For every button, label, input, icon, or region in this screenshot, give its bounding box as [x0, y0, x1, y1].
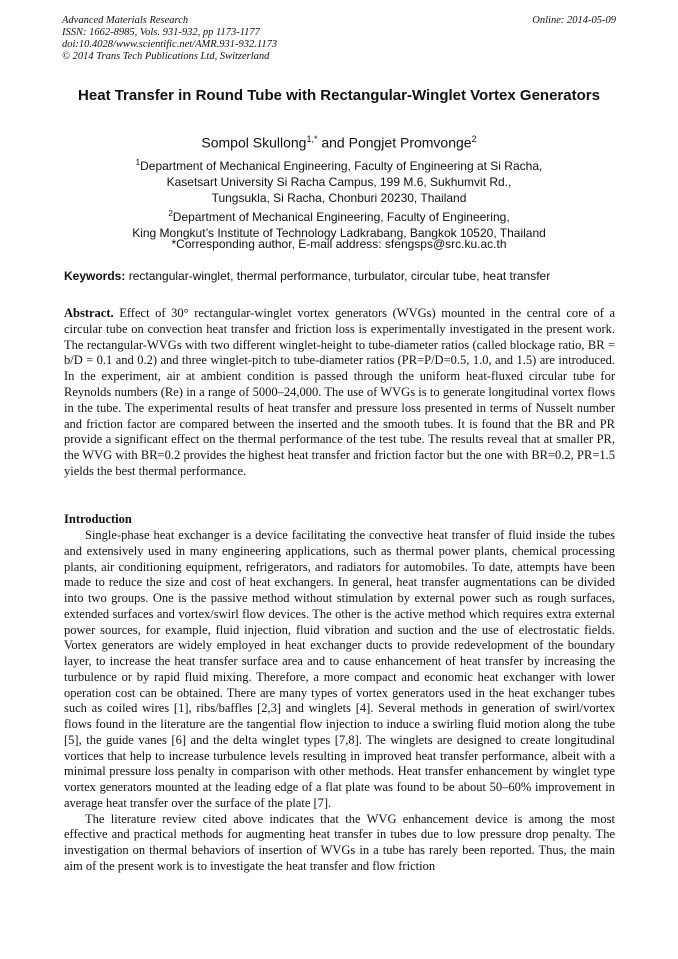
keywords-text: rectangular-winglet, thermal performance, turbulator, circular tube, heat transfer	[125, 269, 551, 283]
affiliation-line: Tungsukla, Si Racha, Chonburi 20230, Thailand	[211, 191, 467, 205]
paragraph: Single-phase heat exchanger is a device facilitating the convective heat transfer of fluid inside the tubes and extensively used in many engineering applications, such as thermal power plants, chemical processing plants, air conditioning equipment, refrigerators, and radiators for automobiles. To date, attempts have been made to reduce the size and cost of heat exchangers. In general, heat transfer augmentations can be divided into two groups. One is the passive method without stimulation by external power such as rough surfaces, extended surfaces and vortex/swirl flow devices. The other is the active method which requires extra external power sources, for example, fluid injection, fluid vibration and suction and the use of electrostatic fields. Vortex generators are widely employed in heat exchanger ducts to provide redevelopment of the boundary layer, to increase the heat transfer surface area and to cause enhancement of heat transfer by increasing the turbulence or by rapid fluid mixing. Therefore, a more compact and economic heat exchanger with lower operation cost can be obtained. There are many types of vortex generators used in the heat exchanger tubes such as coiled wires [1], ribs/baffles [2,3] and winglets [4]. Several methods in generation of swirl/vortex flows found in the literature are the tangential flow injection to induce a swirling fluid motion along the tube [5], the guide vanes [6] and the delta winglet types [7,8]. The winglets are designed to create longitudinal vortices that help to increase turbulence levels resulting in improved heat transfer performance, albeit with a minimal pressure loss penalty in comparison with other methods. Heat transfer enhancement by winglet type vortex generators mounted at the leading edge of a flat plate was found to be about 50–60% improvement in average heat transfer over the surface of the plate [7].	[64, 528, 615, 810]
issn-line: ISSN: 1662-8985, Vols. 931-932, pp 1173-1177	[62, 27, 260, 38]
author-affiliation-mark: 2	[471, 134, 477, 144]
author-affiliation-mark: 1,*	[306, 134, 318, 144]
section-heading: Introduction	[64, 512, 132, 526]
introduction-body	[64, 528, 615, 875]
affiliation-line: King Mongkut’s Institute of Technology Ladkrabang, Bangkok 10520, Thailand	[132, 226, 546, 240]
journal-header	[62, 15, 616, 63]
copyright-line: © 2014 Trans Tech Publications Ltd, Switzerland	[62, 51, 270, 62]
doi-line: doi:10.4028/www.scientific.net/AMR.931-932.1173	[62, 39, 278, 50]
keywords-label: Keywords:	[64, 269, 126, 283]
affiliations	[60, 155, 618, 241]
corresponding-author: *Corresponding author, E-mail address: sfengsps@src.ku.ac.th	[171, 237, 507, 251]
online-date: Online: 2014-05-09	[532, 15, 616, 26]
author-list	[60, 130, 618, 152]
affiliation-mark: 1	[135, 158, 141, 167]
affiliation-line: Kasetsart University Si Racha Campus, 199 M.6, Sukhumvit Rd.,	[166, 175, 512, 189]
paragraph: The literature review cited above indicates that the WVG enhancement device is among the most effective and practical methods for augmenting heat transfer in tubes due to low pressure drop penalty. The investigation on thermal behaviors of insertion of WVGs in a tube has rarely been reported. Thus, the main aim of the present work is to investigate the heat transfer and flow friction	[64, 811, 615, 873]
affiliation-mark: 2	[168, 209, 173, 218]
author-name: Sompol Skullong	[201, 134, 307, 151]
affiliation-line: $^1$Department of Mechanical Engineering, Faculty of Engineering at Si Racha,	[135, 158, 543, 173]
abstract-text: Effect of 30° rectangular-winglet vortex generators (WVGs) mounted in the central core of a circular tube on convection heat transfer and friction loss is experimentally investigated in the present work. The rectangular-WVGs with two different winglet-height to tube-diameter ratios (called blockage ratio, BR = b/D = 0.1 and 0.2) and three winglet-pitch to tube-diameter ratios (PR=P/D=0.5, 1.0, and 1.5) are introduced. In the experiment, air at ambient condition is passed through the uniform heat-fluxed circular tube for Reynolds numbers (Re) in a range of 5000–24,000. The use of WVGs is to generate longitudinal vortex flows in the tube. The experimental results of heat transfer and pressure loss presented in terms of Nusselt number and friction factor are compared between the inserted and the smooth tubes. It is found that the BR and PR provide a significant effect on the thermal performance of the test tube. The results reveal that at smaller PR, the WVG with BR=0.2 provides the highest heat transfer and friction factor but the one with BR=0.2, PR=1.5 yields the best thermal performance.	[64, 306, 615, 478]
affiliation-line: $^2$Department of Mechanical Engineering, Faculty of Engineering,	[168, 209, 510, 224]
paper-title: Heat Transfer in Round Tube with Rectangular-Winglet Vortex Generators	[78, 87, 600, 104]
author-name: Pongjet Promvonge	[348, 134, 472, 151]
journal-name: Advanced Materials Research	[62, 15, 189, 26]
abstract-label: Abstract.	[64, 306, 114, 320]
keywords	[64, 268, 620, 284]
abstract	[64, 306, 615, 480]
author-connector: and	[317, 134, 349, 151]
